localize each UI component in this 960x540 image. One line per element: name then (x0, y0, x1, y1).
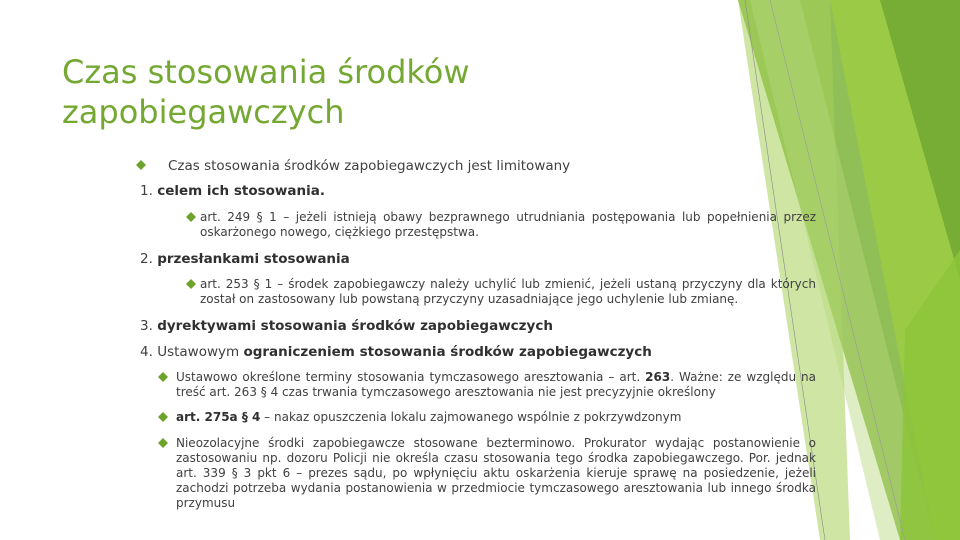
list-item-2-text: przesłankami stosowania (157, 251, 350, 267)
diamond-bullet-icon (158, 372, 168, 382)
list-item-2-sub: art. 253 § 1 – środek zapobiegawczy należy uchylić lub zmienić, jeżeli ustaną przyczyny dla których został on zastosowany lub powstaną przyczyny uzasadniające jego uchylenie lub zmianę. (200, 277, 816, 306)
sub-bullet-3: Nieozolacyjne środki zapobiegawcze stosowane bezterminowo. Prokurator wydając postanowienie o zastosowaniu np. dozoru Policji nie określa czasu stosowania tego środka zapobiegawczego. Por. jednak art. 339 § 3 pkt 6 – prezes sądu, po wpłynięciu aktu oskarżenia kieruje sprawę na posiedzenie, jeżeli zachodzi potrzeba wydania postanowienia w przedmiocie tymczasowego aresztowania lub innego środka przymusu (176, 436, 816, 510)
sub-bullet-1-post: . Ważne: ze względu na treść art. 263 § 4 czas trwania tymczasowego aresztowania nie jest precyzyjnie określony (176, 370, 817, 399)
slide-title-line2: zapobiegawczych (62, 93, 345, 131)
diamond-bullet-icon (136, 160, 146, 170)
list-item-2 (140, 251, 740, 267)
list-item-1 (140, 183, 740, 199)
slide-title-line1: Czas stosowania środków (62, 53, 470, 91)
sub-bullet-1-pre: Ustawowo określone terminy stosowania tymczasowego aresztowania – art. (176, 370, 641, 384)
sub-bullet-2-post: – nakaz opuszczenia lokalu zajmowanego wspólnie z pokrzywdzonym (264, 410, 682, 424)
diamond-bullet-icon (158, 412, 168, 422)
slide-title (62, 52, 470, 132)
sub-bullet-2-bold: art. 275a § 4 (176, 410, 261, 424)
list-item-4-bold: ograniczeniem stosowania środków zapobiegawczych (243, 344, 652, 360)
list-item-4 (140, 344, 780, 360)
list-item-4-text: Ustawowym (157, 344, 240, 360)
list-item-4-number: 4. (140, 344, 153, 360)
list-item-3-text: dyrektywami stosowania środków zapobiegawczych (157, 318, 553, 334)
list-item-1-text: celem ich stosowania. (157, 183, 325, 199)
list-item-2-number: 2. (140, 251, 153, 267)
list-item-3-number: 3. (140, 318, 153, 334)
list-item-3 (140, 318, 740, 334)
diamond-bullet-icon (158, 438, 168, 448)
diamond-bullet-icon (186, 279, 196, 289)
sub-bullet-1 (176, 370, 816, 400)
diamond-bullet-icon (186, 212, 196, 222)
intro-text: Czas stosowania środków zapobiegawczych jest limitowany (168, 158, 571, 174)
list-item-1-sub: art. 249 § 1 – jeżeli istnieją obawy bezprawnego utrudniania postępowania lub popełnienia przez oskarżonego nowego, ciężkiego przestępstwa. (200, 210, 816, 239)
sub-bullet-2 (176, 410, 816, 425)
list-item-1-number: 1. (140, 183, 153, 199)
sub-bullet-1-art: 263 (645, 370, 671, 384)
